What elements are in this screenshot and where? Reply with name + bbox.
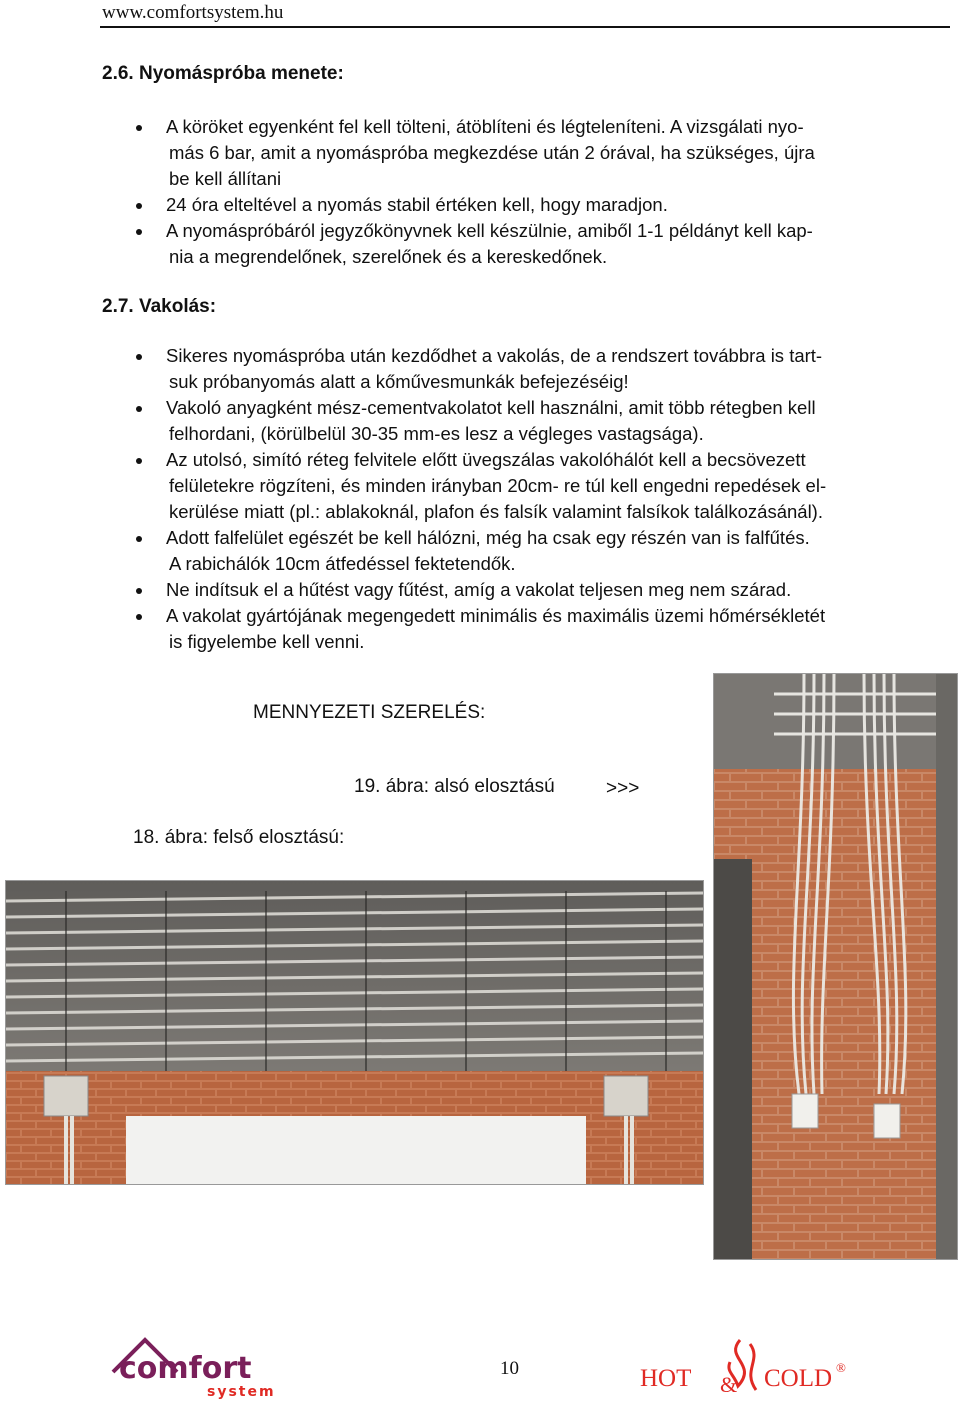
comfort-system-logo — [105, 1332, 305, 1404]
list-item: A vakolat gyártójának megengedett minimális és maximális üzemi hőmérsékletét — [100, 603, 960, 629]
pressure-test-list — [100, 114, 960, 270]
list-item: A nyomáspróbáról jegyzőkönyvnek kell készülnie, amiből 1-1 példányt kell kap- — [100, 218, 960, 244]
list-item: Ne indítsuk el a hűtést vagy fűtést, amíg a vakolat teljesen meg nem szárad. — [100, 577, 960, 603]
hot-cold-logo-mark — [638, 1334, 850, 1406]
hot-cold-logo — [638, 1334, 850, 1406]
logo-right-hot: HOT — [640, 1365, 692, 1392]
list-item-continued: be kell állítani — [169, 168, 282, 189]
page-number: 10 — [500, 1358, 519, 1379]
list-item-continued: felületekre rögzíteni, és minden irányban 20cm- re túl kell engedni repedések el- — [169, 475, 827, 496]
list-item: Az utolsó, simító réteg felvitele előtt üvegszálas vakolóhálót kell a becsövezett — [100, 447, 960, 473]
logo-left-text: comfort — [119, 1351, 252, 1386]
ceiling-pipes-illustration — [6, 881, 703, 1184]
logo-left-sub: system — [207, 1384, 276, 1400]
figure-18-caption: 18. ábra: felső elosztású: — [133, 827, 345, 848]
list-item-continued: is figyelembe kell venni. — [169, 631, 365, 652]
section-heading-2-6: 2.6. Nyomáspróba menete: — [102, 63, 344, 84]
figures-section-title: MENNYEZETI SZERELÉS: — [253, 702, 486, 723]
logo-right-amp: & — [720, 1372, 738, 1397]
list-item: 24 óra elteltével a nyomás stabil értéken kell, hogy maradjon. — [100, 192, 960, 218]
list-item-continued: kerülése miatt (pl.: ablakoknál, plafon és falsík valamint falsíkok találkozásánál). — [169, 501, 823, 522]
site-url: www.comfortsystem.hu — [102, 2, 284, 23]
ceiling-pipes-photo — [5, 880, 704, 1185]
wall-pipes-illustration — [714, 674, 957, 1259]
header-rule — [100, 26, 950, 28]
list-item-continued: más 6 bar, amit a nyomáspróba megkezdése után 2 órával, ha szükséges, újra — [169, 142, 815, 163]
list-item-continued: felhordani, (körülbelül 30-35 mm-es lesz a végleges vastagsága). — [169, 423, 704, 444]
section-heading-2-7: 2.7. Vakolás: — [102, 296, 217, 317]
list-item-continued: suk próbanyomás alatt a kőművesmunkák befejezéséig! — [169, 371, 629, 392]
logo-right-reg: ® — [836, 1360, 846, 1375]
list-item: A köröket egyenként fel kell tölteni, átöblíteni és légteleníteni. A vizsgálati nyo- — [100, 114, 960, 140]
logo-right-cold: COLD — [764, 1365, 833, 1392]
figure-19-caption: 19. ábra: alsó elosztású — [354, 776, 555, 797]
comfort-logo-mark — [105, 1332, 305, 1404]
figure-19-arrow: >>> — [606, 778, 640, 799]
list-item-continued: nia a megrendelőnek, szerelőnek és a kereskedőnek. — [169, 246, 608, 267]
list-item-continued: A rabichálók 10cm átfedéssel fektetendők. — [169, 553, 516, 574]
plastering-list — [100, 343, 960, 655]
list-item: Adott falfelület egészét be kell hálózni, még ha csak egy részén van is falfűtés. — [100, 525, 960, 551]
wall-pipes-photo — [713, 673, 958, 1260]
list-item: Vakoló anyagként mész-cementvakolatot kell használni, amit több rétegben kell — [100, 395, 960, 421]
list-item: Sikeres nyomáspróba után kezdődhet a vakolás, de a rendszert továbbra is tart- — [100, 343, 960, 369]
